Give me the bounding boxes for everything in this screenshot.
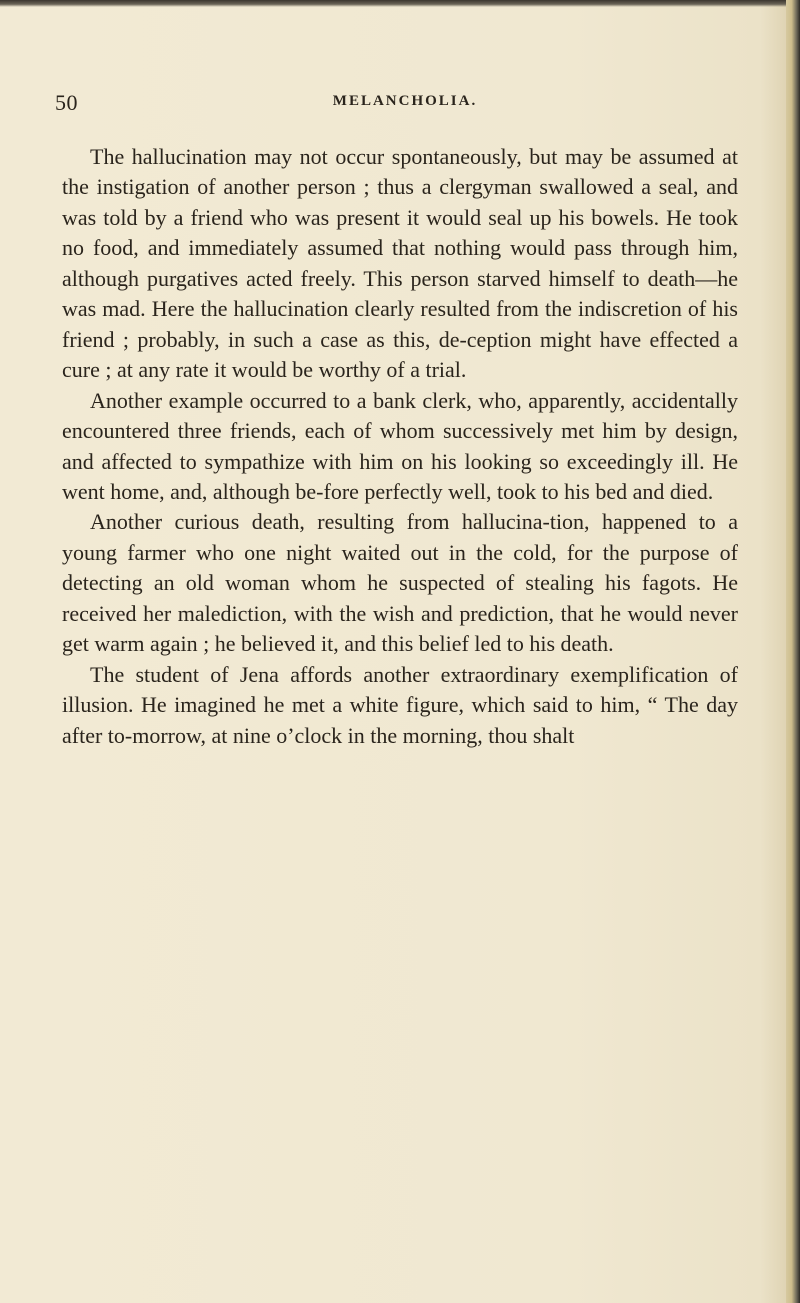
paragraph-bank-clerk: Another example occurred to a bank clerk, who, apparently, accidentally encountered three friends, each of whom successively met him by design, and affected to sympathize with him on his looking so exceedingly ill. He went home, and, although be-fore perfectly well, took to his bed and died. [62, 387, 738, 504]
page-number: 50 [55, 90, 78, 115]
paragraph-seal-hallucination: The hallucination may not occur spontaneously, but may be assumed at the instigation of another person ; thus a clergyman swallowed a seal, and was told by a friend who was present it would seal up his bowels. He took no food, and immediately assumed that nothing would pass through him, although purgatives acted freely. This person starved himself to death—he was mad. Here the hallucination clearly resulted from the indiscretion of his friend ; probably, in such a case as this, de-ception might have effected a cure ; at any rate it would be worthy of a trial. [62, 144, 738, 383]
paragraph-young-farmer: Another curious death, resulting from hallucina-tion, happened to a young farmer who one night waited out in the cold, for the purpose of detecting an old woman whom he suspected of stealing his fagots. He received her malediction, with the wish and prediction, that he would never get warm again ; he believed it, and this belief led to his death. [62, 509, 738, 657]
page-binding-edge [786, 0, 800, 1303]
body-text [62, 142, 738, 751]
running-head: MELANCHOLIA. [332, 93, 478, 109]
page-header [55, 90, 745, 120]
top-edge-shadow [0, 0, 790, 7]
paragraph-student-of-jena: The student of Jena affords another extraordinary exemplification of illusion. He imagined he met a white figure, which said to him, “ The day after to-morrow, at nine o’clock in the morning, thou shalt [62, 661, 738, 748]
